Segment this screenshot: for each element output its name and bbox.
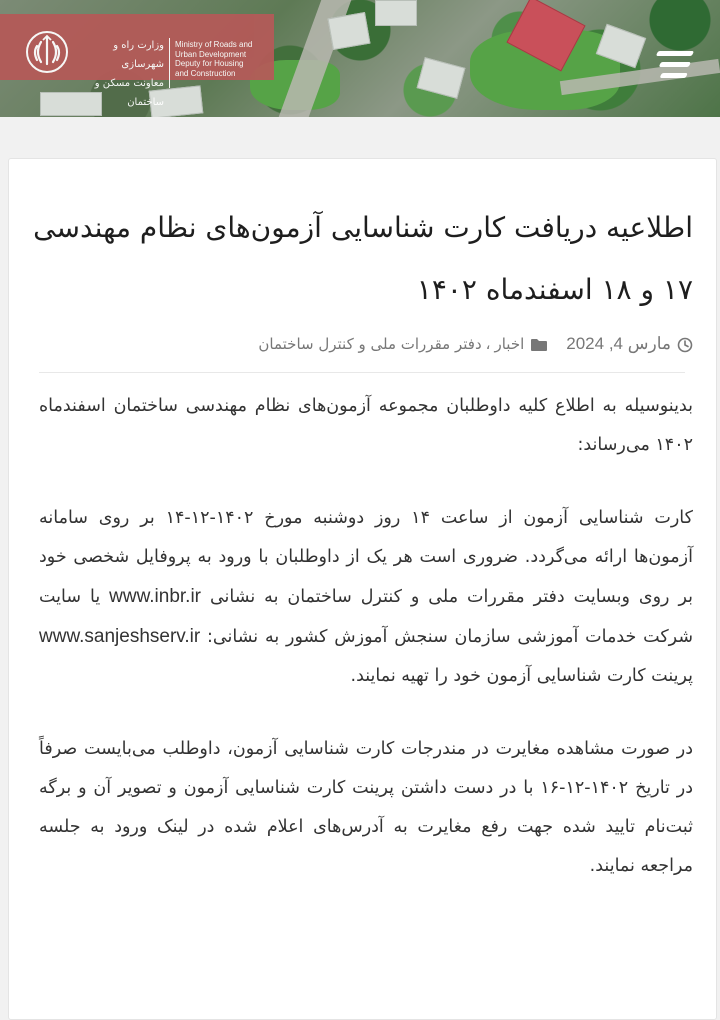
article-content bbox=[39, 387, 693, 920]
logo-en-line: Ministry of Roads and bbox=[175, 40, 253, 49]
link-inbr[interactable]: www.inbr.ir bbox=[109, 586, 202, 607]
logo-en-line: Urban Development bbox=[175, 49, 247, 59]
aerial-building bbox=[417, 57, 466, 99]
paragraph-card-release bbox=[39, 499, 693, 696]
post-date: مارس 4, 2024 bbox=[566, 334, 671, 353]
article-card bbox=[8, 158, 717, 1020]
link-sanjeshserv[interactable]: www.sanjeshserv.ir bbox=[39, 626, 201, 647]
logo-divider bbox=[169, 38, 170, 88]
logo-en-line: and Construction bbox=[175, 68, 236, 78]
aerial-building bbox=[375, 0, 417, 26]
clock-icon bbox=[677, 337, 693, 353]
meta-divider bbox=[39, 372, 685, 373]
category-link-news[interactable]: اخبار bbox=[494, 335, 525, 353]
folder-icon bbox=[530, 338, 548, 352]
article-title: اطلاعیه دریافت کارت شناسایی آزمون‌های نظام مهندسی ۱۷ و ۱۸ اسفندماه ۱۴۰۲ bbox=[33, 211, 693, 306]
paragraph-text: کارت شناسایی آزمون از ساعت ۱۴ روز دوشنبه مورخ ۱۴۰۲-۱۲-۱۴ بر روی سامانه آزمون‌ها ارائه می‌گردد. ضروری است هر یک از داوطلبان با ورود به پروفایل شخصی خود بر روی وبسایت دفتر مقررات ملی و کنترل ساختمان به نشانی bbox=[39, 508, 693, 607]
paragraph-discrepancy: در صورت مشاهده مغایرت در مندرجات کارت شناسایی آزمون، داوطلب می‌بایست صرفاً در تاریخ ۱۴۰۲-۱۲-۱۶ با در دست داشتن پرینت کارت شناسایی آزمون و تصویر آن و برگه ثبت‌نام تایید شده جهت رفع مغایرت به آدرس‌های اعلام شده در لینک ورود به جلسه مراجعه نمایند. bbox=[39, 739, 693, 876]
aerial-building bbox=[328, 12, 371, 50]
paragraph-intro: بدینوسیله به اطلاع کلیه داوطلبان مجموعه آزمون‌های نظام مهندسی ساختمان اسفندماه ۱۴۰۲ می‌رساند: bbox=[39, 396, 693, 455]
paragraph-text: یا سایت شرکت خدمات آموزشی سازمان سنجش آموزش کشور به نشانی: bbox=[39, 587, 693, 647]
iran-emblem-icon bbox=[25, 30, 69, 74]
logo-en-line: Deputy for Housing bbox=[175, 59, 244, 69]
logo-fa-line1: وزارت راه و شهرسازی bbox=[113, 40, 164, 70]
logo-english-text bbox=[175, 40, 275, 78]
post-categories bbox=[258, 335, 524, 353]
logo-fa-line2: معاونت مسکن و ساختمان bbox=[94, 78, 164, 108]
category-link-national-building-regulations[interactable]: دفتر مقررات ملی و کنترل ساختمان bbox=[258, 335, 482, 353]
article-meta bbox=[29, 329, 693, 359]
hamburger-icon[interactable] bbox=[656, 47, 700, 81]
category-separator: ، bbox=[485, 335, 491, 353]
paragraph-text: پرینت کارت شناسایی آزمون خود را تهیه نمایند. bbox=[350, 666, 693, 686]
ministry-logo[interactable] bbox=[0, 14, 274, 108]
header-banner bbox=[0, 0, 720, 117]
logo-persian-text bbox=[78, 36, 164, 112]
